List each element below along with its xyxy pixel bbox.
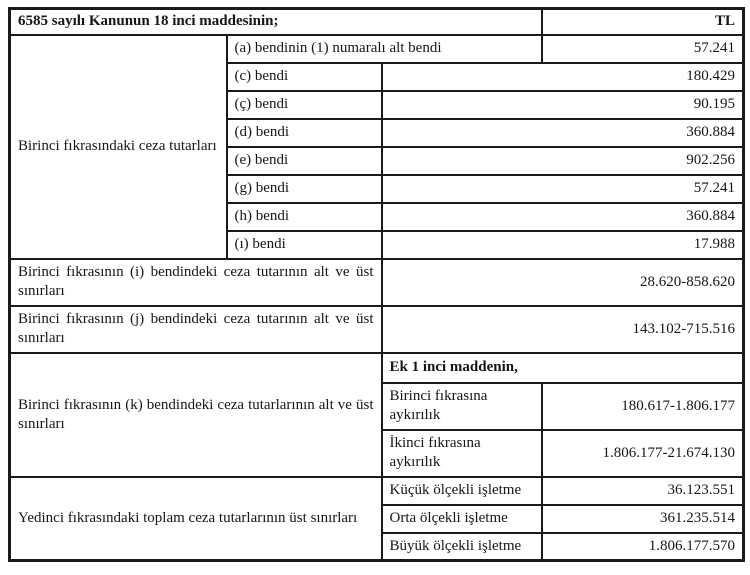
row-bent-a-value: 57.241 bbox=[542, 35, 744, 63]
row-bent-cc-label: (ç) bendi bbox=[227, 91, 382, 119]
unit-header-tl: TL bbox=[542, 9, 744, 35]
row-bent-d-value: 360.884 bbox=[382, 119, 744, 147]
row-bent-g-value: 57.241 bbox=[382, 175, 744, 203]
ek-madde-subheader: Ek 1 inci maddenin, bbox=[382, 353, 744, 383]
row-bent-c-label: (c) bendi bbox=[227, 63, 382, 91]
row-medium-business-label: Orta ölçekli işletme bbox=[382, 505, 542, 533]
row-large-business-label: Büyük ölçekli işletme bbox=[382, 533, 542, 561]
row-bent-i-value: 28.620-858.620 bbox=[382, 259, 744, 306]
row-bent-g-label: (g) bendi bbox=[227, 175, 382, 203]
table-row bbox=[10, 477, 744, 505]
penalty-amounts-table bbox=[8, 7, 745, 562]
table-title: 6585 sayılı Kanunun 18 inci maddesinin; bbox=[10, 9, 542, 35]
row-bent-h-label: (h) bendi bbox=[227, 203, 382, 231]
row-small-business-value: 36.123.551 bbox=[542, 477, 744, 505]
row-bent-i-label: Birinci fıkrasının (i) bendindeki ceza tutarının alt ve üst sınırları bbox=[10, 259, 382, 306]
table-header-row bbox=[10, 9, 744, 35]
row-bent-j-label: Birinci fıkrasının (j) bendindeki ceza tutarının alt ve üst sınırları bbox=[10, 306, 382, 353]
row-bent-h-value: 360.884 bbox=[382, 203, 744, 231]
row-bent-j-value: 143.102-715.516 bbox=[382, 306, 744, 353]
table-row bbox=[10, 306, 744, 353]
row-bent-a-label: (a) bendinin (1) numaralı alt bendi bbox=[227, 35, 542, 63]
row-ek-first-fikra-label: Birinci fıkrasına aykırılık bbox=[382, 383, 542, 430]
row-small-business-label: Küçük ölçekli işletme bbox=[382, 477, 542, 505]
row-bent-e-label: (e) bendi bbox=[227, 147, 382, 175]
row-ek-second-fikra-value: 1.806.177-21.674.130 bbox=[542, 430, 744, 477]
table-row bbox=[10, 35, 744, 63]
row-ek-first-fikra-value: 180.617-1.806.177 bbox=[542, 383, 744, 430]
row-bent-cc-value: 90.195 bbox=[382, 91, 744, 119]
section-k-label: Birinci fıkrasının (k) bendindeki ceza tutarlarının alt ve üst sınırları bbox=[10, 353, 382, 477]
row-bent-c-value: 180.429 bbox=[382, 63, 744, 91]
section-seventh-fikra-label: Yedinci fıkrasındaki toplam ceza tutarlarının üst sınırları bbox=[10, 477, 382, 561]
row-ek-second-fikra-label: İkinci fıkrasına aykırılık bbox=[382, 430, 542, 477]
row-large-business-value: 1.806.177.570 bbox=[542, 533, 744, 561]
row-bent-e-value: 902.256 bbox=[382, 147, 744, 175]
row-bent-i-dotless-value: 17.988 bbox=[382, 231, 744, 259]
row-medium-business-value: 361.235.514 bbox=[542, 505, 744, 533]
table-row bbox=[10, 353, 744, 383]
row-bent-i-dotless-label: (ı) bendi bbox=[227, 231, 382, 259]
table-row bbox=[10, 259, 744, 306]
row-bent-d-label: (d) bendi bbox=[227, 119, 382, 147]
section-first-fikra-label: Birinci fıkrasındaki ceza tutarları bbox=[10, 35, 227, 259]
